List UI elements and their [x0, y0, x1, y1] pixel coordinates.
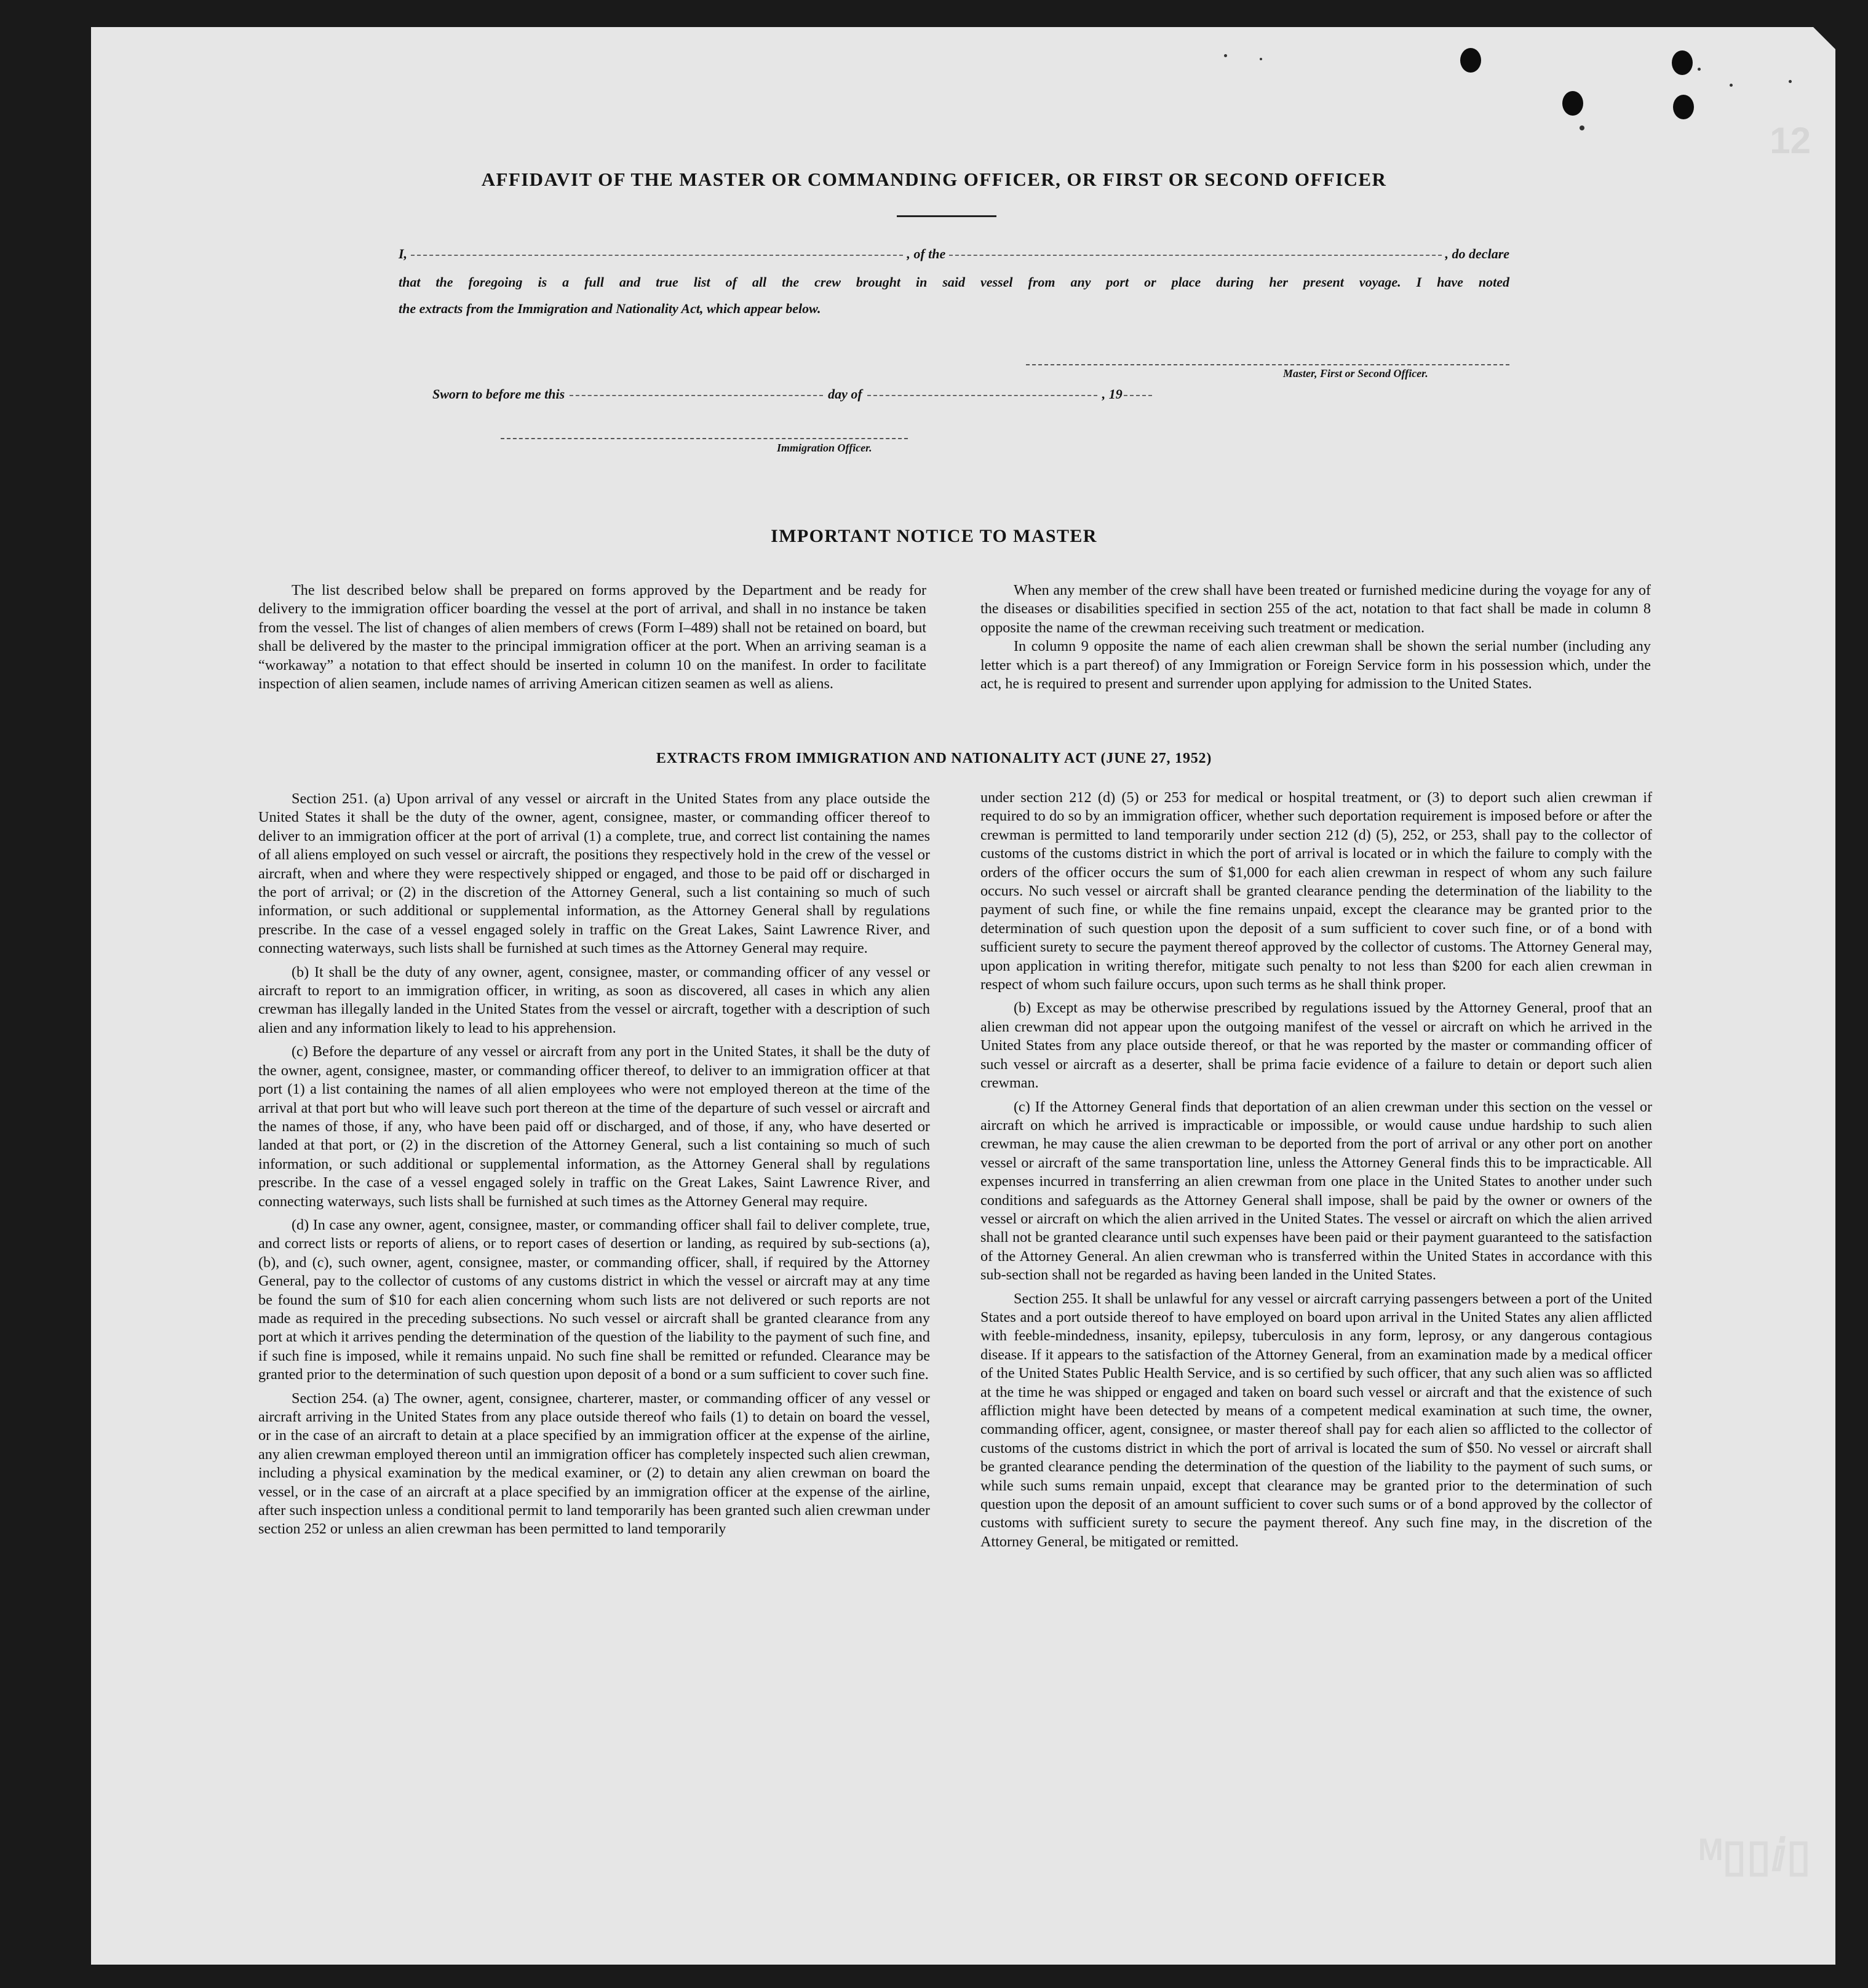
punch-hole: [1672, 50, 1693, 75]
notice-title: IMPORTANT NOTICE TO MASTER: [771, 526, 1097, 546]
name-field[interactable]: [411, 255, 903, 256]
speck: [1224, 54, 1227, 57]
sworn-day-field[interactable]: [570, 395, 823, 396]
vessel-field[interactable]: [949, 255, 1441, 256]
notice-paragraph: The list described below shall be prepared on forms approved by the Department and be ready for delivery to the immigration officer boarding the vessel at the port of arrival, and shall in no instance be taken from the vessel. The list of changes of alien members of crews (Form I–489) shall not be retained on board, but shall be delivered by the master to the principal immigration officer at the port. When an arriving seaman is a “workaway” a notation to that effect should be inserted in column 10 on the manifest. In order to facilitate inspection of alien seamen, include names of arriving American citizen seamen as well as aliens.: [258, 582, 926, 693]
section-251a: Section 251. (a) Upon arrival of any vessel or aircraft in the United States from any place outside the United States it shall be the duty of the owner, agent, consignee, master, or commanding officer thereof to deliver to an immigration officer at the port of arrival (1) a complete, true, and correct list containing the names of all aliens employed on such vessel or aircraft, the positions they respectively hold in the crew of the vessel or aircraft, when and where they were respectively shipped or engaged, and those to be paid off or discharged in the port of arrival; or (2) in the discretion of the Attorney General, such a list containing so much of such information, or such additional or supplemental information, as the Attorney General shall by regulations prescribe. In the case of a vessel engaged solely in traffic on the Great Lakes, Saint Lawrence River, and connecting waterways, such lists shall be furnished at such times as the Attorney General may require.: [258, 790, 930, 957]
section-254a-continued: under section 212 (d) (5) or 253 for medical or hospital treatment, or (3) to deport such alien crewman if required to do so by an immigration officer, whether such deportation requirement is imposed before or after the crewman is permitted to land temporarily under section 212 (d) (5), 252, or 253, shall pay to the collector of customs of the customs district in which the port of arrival is located or in which the failure to comply with the orders of the officer occurs the sum of $1,000 for each alien crewman in respect of whom any such failure occurs. No such vessel or aircraft shall be granted clearance pending the determination of the liability to the payment of such fine, or while the fine remains unpaid, except the clearance may be granted prior to the determination of such question upon the deposit of a sum sufficient to cover such fine, or of a bond with sufficient surety to secure the payment thereof approved by the collector of customs. The Attorney General may, upon application in writing therefor, mitigate such penalty to not less than $200 for each alien crewman in respect of whom such failure occurs, upon such terms as he shall think proper.: [980, 789, 1652, 993]
punch-hole: [1460, 48, 1481, 73]
master-signature-line[interactable]: [1026, 364, 1509, 365]
extracts-title: EXTRACTS FROM IMMIGRATION AND NATIONALITY ACT (JUNE 27, 1952): [656, 750, 1212, 766]
speck: [1730, 84, 1733, 87]
declaration-line-3: the extracts from the Immigration and Nationality Act, which appear below.: [399, 301, 821, 316]
section-251b: (b) It shall be the duty of any owner, agent, consignee, master, or commanding officer of any vessel or aircraft to report to an immigration officer, in writing, as soon as discovered, all cases in which any alien crewman has illegally landed in the United States from the vessel or aircraft, together with a description of such alien and any information likely to lead to his apprehension.: [258, 963, 930, 1036]
do-declare-label: , do declare: [1445, 246, 1510, 261]
immigration-officer-signature-line[interactable]: [501, 438, 908, 439]
punch-hole: [1562, 91, 1583, 116]
declaration-line-1: [399, 246, 1509, 262]
sworn-month-field[interactable]: [867, 395, 1097, 396]
notice-right-column: [980, 581, 1651, 698]
speck: [1789, 80, 1792, 83]
speck: [1698, 68, 1701, 71]
year-label: , 19: [1102, 386, 1123, 402]
i-label: I,: [399, 246, 408, 261]
section-254a: Section 254. (a) The owner, agent, consignee, charterer, master, or commanding officer of any vessel or aircraft arriving in the United States from any place outside thereof who fails (1) to detain on board the vessel, or in the case of an aircraft to detain at a place specified by an immigration officer at the expense of the airline, any alien crewman employed thereon until an immigration officer has completely inspected such alien crewman, including a physical examination by the medical examiner, or (2) to detain any alien crewman on board the vessel, or in the case of an aircraft at a place specified by an immigration officer at the expense of the airline, after such inspection unless a conditional permit to land temporarily has been granted such alien crewman under section 252 or unless an alien crewman has been permitted to land temporarily: [258, 1390, 930, 1538]
section-254b: (b) Except as may be otherwise prescribed by regulations issued by the Attorney General, proof that an alien crewman did not appear upon the outgoing manifest of the vessel or aircraft on which he arrived in the United States from any place outside thereof, or that he was reported by the master or commanding officer of such vessel or aircraft as a deserter, shall be prima facie evidence of a failure to detain or deport such alien crewman.: [980, 1000, 1652, 1092]
sworn-year-field[interactable]: [1124, 395, 1152, 396]
title-underline: [897, 215, 996, 217]
punch-hole: [1673, 95, 1694, 119]
immigration-officer-label: Immigration Officer.: [777, 442, 872, 454]
notice-left-column: [258, 581, 926, 698]
section-255: Section 255. It shall be unlawful for any vessel or aircraft carrying passengers between a port of the United States and a port outside thereof to have employed on board upon arrival in the United States any alien afflicted with feeble-mindedness, insanity, epilepsy, tuberculosis in any form, leprosy, or any dangerous contagious disease. If it appears to the satisfaction of the Attorney General, from an examination made by a medical officer of the United States Public Health Service, and is so certified by such officer, that any such alien was so afflicted at the time he was shipped or engaged and taken on board such vessel or aircraft and that the existence of such affliction might have been detected by means of a competent medical examination at such time, the owner, commanding officer, agent, consignee, or master thereof shall pay for each alien so afflicted to the collector of customs of the customs district in which the port of arrival is located the sum of $50. No vessel or aircraft shall be granted clearance pending the determination of the question of the liability to the payment of such sums, or while such sums remain unpaid, except that clearance may be granted prior to the determination of such question upon the deposit of an amount sufficient to cover such sums or of a bond approved by the collector of customs with sufficient surety to secure the payment thereof. Any such fine may, in the discretion of the Attorney General, be mitigated or remitted.: [980, 1290, 1652, 1550]
extracts-right-column: [980, 789, 1652, 1556]
speck: [1260, 58, 1262, 60]
section-251d: (d) In case any owner, agent, consignee, master, or commanding officer shall fail to deliver complete, true, and correct lists or reports of aliens, or to report cases of desertion or landing, as required by sub-sections (a), (b), and (c), such owner, agent, consignee, master, or commanding officer, shall, if required by the Attorney General, pay to the collector of customs of any customs district in which the vessel or aircraft may at any time be found the sum of $10 for each alien concerning whom such lists are not delivered or such reports are not made as required in the preceding subsections. No such vessel or aircraft shall be granted clearance from any port at which it arrives pending the determination of the question of the liability to the payment of such fine, and if such fine is imposed, while it remains unpaid. No such fine shall be remitted or refunded. Clearance may be granted prior to the determination of such question upon deposit of a bond or a sum sufficient to cover such fine.: [258, 1216, 930, 1383]
bleed-through-mark: ᴹ▯▯ⅈ▯: [1699, 1831, 1811, 1880]
notice-paragraph: When any member of the crew shall have been treated or furnished medicine during the voyage for any of the diseases or disabilities specified in section 255 of the act, notation to that fact shall be made in column 8 opposite the name of the crewman receiving such treatment or medication.: [980, 582, 1651, 636]
affidavit-title: AFFIDAVIT OF THE MASTER OR COMMANDING OFFICER, OR FIRST OR SECOND OFFICER: [481, 169, 1387, 190]
page-corner-fold: [1813, 27, 1835, 49]
sworn-line: [432, 386, 1220, 402]
master-signature-label: Master, First or Second Officer.: [1283, 367, 1428, 380]
sworn-label: Sworn to before me this: [432, 386, 565, 402]
notice-paragraph: In column 9 opposite the name of each alien crewman shall be shown the serial number (including any letter which is a part thereof) of any Immigration or Foreign Service form in his possession which, under the act, he is required to present and surrender upon applying for admission to the United States.: [980, 638, 1651, 693]
speck: [1580, 125, 1584, 130]
section-251c: (c) Before the departure of any vessel or aircraft from any port in the United States, it shall be the duty of the owner, agent, consignee, master, or commanding officer thereof, to deliver to an immigration officer at that port (1) a list containing the names of all alien employees who were not employed thereon at the time of the arrival at that port but who will leave such port thereon at the time of the departure of such vessel or aircraft and the names of those, if any, who have been paid off or discharged, and of those, if any, who have deserted or landed at that port, or (2) in the discretion of the Attorney General, such a list containing so much of such information, or such additional or supplemental information, as the Attorney General shall by regulations prescribe. In the case of a vessel engaged solely in traffic on the Great Lakes, Saint Lawrence River, and connecting waterways, such lists shall be furnished at such times as the Attorney General may require.: [258, 1043, 930, 1210]
day-of-label: day of: [828, 386, 862, 402]
of-the-label: , of the: [907, 246, 946, 261]
extracts-left-column: [258, 790, 930, 1544]
declaration-line-2: that the foregoing is a full and true list of all the crew brought in said vessel from any port or place during her present voyage. I have noted: [399, 274, 1509, 290]
section-254c: (c) If the Attorney General finds that deportation of an alien crewman under this section on the vessel or aircraft on which he arrived is impracticable or impossible, or would cause undue hardship to such alien crewman, he may cause the alien crewman to be deported from the port of arrival or any other port on another vessel or aircraft of the same transportation line, unless the Attorney General finds this to be impracticable. All expenses incurred in transferring an alien crewman from one place in the United States to another under such conditions and safeguards as the Attorney General shall impose, shall be paid by the owner or owners of the vessel or aircraft on which the alien arrived in the United States. The vessel or aircraft on which the alien arrived shall not be granted clearance until such expenses have been paid or their payment guaranteed to the satisfaction of the Attorney General. An alien crewman who is transferred within the United States in accordance with this sub-section shall not be regarded as having been landed in the United States.: [980, 1098, 1652, 1284]
bleed-through-mark: 12: [1770, 120, 1811, 161]
